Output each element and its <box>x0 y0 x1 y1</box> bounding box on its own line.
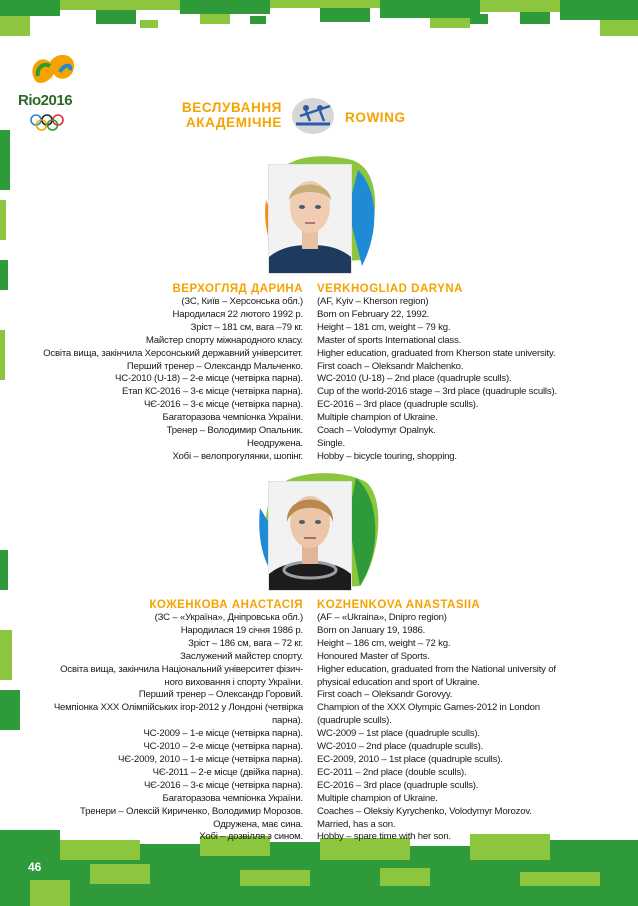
bio-line: Освіта вища, закінчила Національний університет фізич- <box>60 663 303 675</box>
bio-line: Майстер спорту міжнародного класу. <box>145 334 303 346</box>
athlete-1-name-ua: ВЕРХОГЛЯД ДАРИНА <box>172 283 303 295</box>
bio-line: Higher education, graduated from Kherson state university. <box>317 347 556 359</box>
bio-line: Багаторазова чемпіонка України. <box>162 792 303 804</box>
bio-line: Перший тренер – Олександр Горовий. <box>138 689 303 701</box>
bio-line: парна). <box>272 715 303 727</box>
athlete-2-portrait <box>269 482 351 590</box>
bio-line: EC-2016 – 3rd place (quadruple sculls). <box>317 399 479 411</box>
bio-line: ЧС-2010 (U-18) – 2-е місце (четвірка парна). <box>115 373 303 385</box>
bio-line: Multiple champion of Ukraine. <box>317 412 438 424</box>
bio-line: Champion of the XXX Olympic Games-2012 in London <box>317 702 540 714</box>
bio-line: Single. <box>317 437 345 449</box>
bio-line: (AF, Kyiv – Kherson region) <box>317 296 429 307</box>
athlete-2-bio-en <box>317 612 577 844</box>
bio-line: ЧЄ-2009, 2010 – 1-е місце (четвірка парна). <box>118 753 303 765</box>
athlete-2-bio-ua <box>3 612 303 844</box>
bio-line: ЧЄ-2016 – 3-є місце (четвірка парна). <box>143 399 303 411</box>
bio-line: Higher education, graduated from the National university of <box>317 663 556 675</box>
athlete-1-bio-en <box>317 296 577 464</box>
athlete-1-name-en: VERKHOGLIAD DARYNA <box>317 283 463 295</box>
bio-line: WC-2009 – 1st place (quadruple sculls). <box>317 728 480 740</box>
top-pixel-band <box>0 0 638 90</box>
bio-line: Зріст – 181 см, вага –79 кг. <box>190 321 303 333</box>
rio2016-logo <box>14 38 94 134</box>
bio-line: ЧС-2009 – 1-е місце (четвірка парна). <box>143 728 303 740</box>
bio-line: Тренер – Володимир Опальник. <box>166 425 303 437</box>
bio-line: Married, has a son. <box>317 818 396 830</box>
athlete-2-name-en: KOZHENKOVA ANASTASIIA <box>317 599 481 611</box>
sport-title-ua-line2: АКАДЕМІЧНЕ <box>185 115 282 130</box>
bio-line: ЧЄ-2016 – 3-є місце (четвірка парна). <box>143 779 303 791</box>
bio-line: ЧС-2010 – 2-е місце (четвірка парна). <box>143 741 303 753</box>
sport-title-ua-line1: ВЕСЛУВАННЯ <box>181 100 282 115</box>
athlete-2-name-ua: КОЖЕНКОВА АНАСТАСІЯ <box>149 599 303 611</box>
bio-line: Born on February 22, 1992. <box>317 308 430 320</box>
athlete-1-bio-ua <box>3 296 303 464</box>
bio-line: Hobby – spare time with her son. <box>317 831 451 843</box>
bio-line: physical education and sport of Ukraine. <box>317 676 480 688</box>
bio-line: EC-2009, 2010 – 1st place (quadruple sculls). <box>317 753 503 765</box>
bio-line: (quadruple sculls). <box>317 715 392 727</box>
sport-title-ua <box>170 100 290 130</box>
bio-line: (ЗС, Київ – Херсонська обл.) <box>181 296 303 307</box>
bio-line: Coaches – Oleksiy Kyrychenko, Volodymyr Morozov. <box>317 805 532 817</box>
athlete-1-portrait <box>269 165 351 273</box>
bio-line: Hobby – bicycle touring, shopping. <box>317 450 457 462</box>
bio-line: Coach – Volodymyr Opalnyk. <box>317 425 436 437</box>
logo-text: Rio2016 <box>18 92 73 109</box>
bio-line: Master of sports International class. <box>317 334 462 346</box>
bio-line: EC-2011 – 2nd place (double sculls). <box>317 766 467 778</box>
bio-line: Honoured Master of Sports. <box>317 650 430 662</box>
bio-line: Cup of the world-2016 stage – 3rd place (quadruple sculls). <box>317 386 557 398</box>
athlete-2-photo <box>268 481 352 591</box>
bio-line: WC-2010 – 2nd place (quadruple sculls). <box>317 741 484 753</box>
bio-line: Освіта вища, закінчила Херсонський державний університет. <box>43 347 303 359</box>
bio-line: Born on January 19, 1986. <box>317 624 426 636</box>
bio-line: Height – 181 cm, weight – 79 kg. <box>317 321 451 333</box>
bio-line: Народилася 19 січня 1986 р. <box>180 624 303 636</box>
bio-line: Тренери – Олексій Кириченко, Володимир Морозов. <box>79 805 303 817</box>
bio-line: Чемпіонка XXX Олімпійських ігор-2012 у Лондоні (четвірка <box>53 702 303 714</box>
bio-line: WC-2010 (U-18) – 2nd place (quadruple sculls). <box>317 373 512 385</box>
bio-line: Одружена, має сина. <box>213 818 303 830</box>
bio-line: EC-2016 – 3rd place (quadruple sculls). <box>317 779 479 791</box>
bio-line: Height – 186 cm, weight – 72 kg. <box>317 637 451 649</box>
bio-line: Хобі – дозвілля з сином. <box>199 831 303 843</box>
bio-line: Зріст – 186 см, вага – 72 кг. <box>188 637 303 649</box>
athlete-1-photo <box>268 164 352 274</box>
bio-line: ЧЄ-2011 – 2-е місце (двійка парна). <box>152 766 303 778</box>
bio-line: First coach – Oleksandr Malchenko. <box>317 360 464 372</box>
sport-title-en: ROWING <box>345 110 406 125</box>
bio-line: Хобі – велопрогулянки, шопінг. <box>172 450 303 462</box>
page-number: 46 <box>28 860 42 874</box>
bio-line: Неодружена. <box>247 437 303 449</box>
bio-line: (AF – «Ukraina», Dnipro region) <box>317 612 447 623</box>
bio-line: Перший тренер – Олександр Мальченко. <box>126 360 303 372</box>
bio-line: Етап КС-2016 – 3-є місце (четвірка парна). <box>121 386 303 398</box>
rowing-pictogram-icon <box>290 94 336 136</box>
bio-line: Заслужений майстер спорту. <box>180 650 303 662</box>
bio-line: First coach – Oleksandr Gorovyy. <box>317 689 453 701</box>
bio-line: (ЗС – «Україна», Дніпровська обл.) <box>154 612 303 623</box>
bio-line: ного виховання і спорту України. <box>164 676 303 688</box>
bio-line: Багаторазова чемпіонка України. <box>162 412 303 424</box>
rio-figure-icon <box>14 38 94 134</box>
bio-line: Народилася 22 лютого 1992 р. <box>172 308 303 320</box>
bio-line: Multiple champion of Ukraine. <box>317 792 438 804</box>
